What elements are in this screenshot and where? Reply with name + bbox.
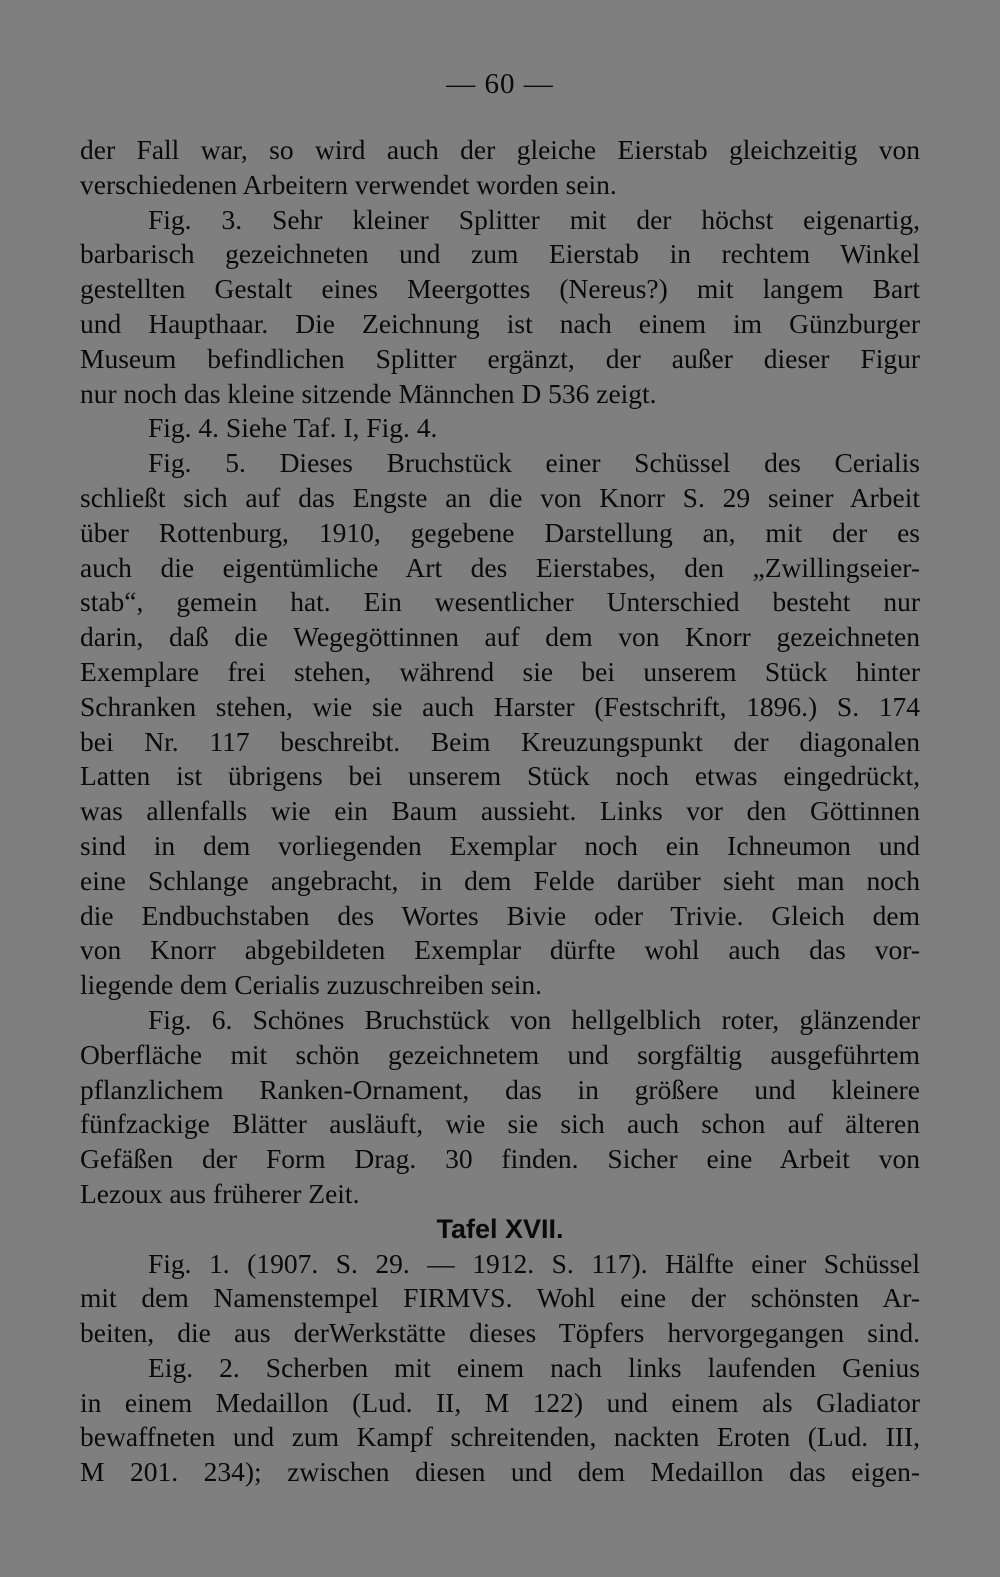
- text-line: stab“, gemein hat. Ein wesentlicher Unterschied besteht nur: [80, 586, 920, 618]
- text-line: bewaffneten und zum Kampf schreitenden, nackten Eroten (Lud. III,: [80, 1421, 920, 1453]
- text-line: schließt sich auf das Engste an die von Knorr S. 29 seiner Arbeit: [80, 481, 920, 513]
- text-line: mit dem Namenstempel FIRMVS. Wohl eine der schönsten Ar-: [80, 1282, 920, 1314]
- text-line: sind in dem vorliegenden Exemplar noch ein Ichneumon und: [80, 829, 920, 861]
- text-line: verschiedenen Arbeitern verwendet worden sein.: [80, 168, 617, 200]
- text-line: beiten, die aus derWerkstätte dieses Töpfers hervorgegangen sind.: [80, 1317, 920, 1349]
- text-line: von Knorr abgebildeten Exemplar dürfte wohl auch das vor-: [80, 934, 920, 966]
- page-number: — 60 —: [446, 68, 554, 100]
- text-line: Exemplare frei stehen, während sie bei unserem Stück hinter: [80, 655, 920, 687]
- text-line: Fig. 4. Siehe Taf. I, Fig. 4.: [148, 412, 438, 444]
- text-line: Gefäßen der Form Drag. 30 finden. Sicher eine Arbeit von: [80, 1143, 920, 1175]
- text-line: Fig. 1. (1907. S. 29. — 1912. S. 117). Hälfte einer Schüssel: [148, 1247, 920, 1279]
- text-line: der Fall war, so wird auch der gleiche Eierstab gleichzeitig von: [80, 134, 920, 165]
- text-line: und Haupthaar. Die Zeichnung ist nach einem im Günzburger: [80, 307, 920, 339]
- text-line: Oberfläche mit schön gezeichnetem und sorgfältig ausgeführtem: [80, 1038, 920, 1070]
- text-line: fünfzackige Blätter ausläuft, wie sie sich auch schon auf älteren: [80, 1108, 920, 1140]
- text-line: gestellten Gestalt eines Meergottes (Nereus?) mit langem Bart: [80, 273, 920, 305]
- text-line: Schranken stehen, wie sie auch Harster (Festschrift, 1896.) S. 174: [80, 690, 920, 722]
- text-line: über Rottenburg, 1910, gegebene Darstellung an, mit der es: [80, 516, 920, 548]
- text-line: in einem Medaillon (Lud. II, M 122) und einem als Gladiator: [80, 1386, 920, 1418]
- text-line: nur noch das kleine sitzende Männchen D 536 zeigt.: [80, 377, 657, 409]
- text-line: bei Nr. 117 beschreibt. Beim Kreuzungspunkt der diagonalen: [80, 725, 920, 757]
- text-line: was allenfalls wie ein Baum aussieht. Links vor den Göttinnen: [80, 795, 920, 827]
- text-line: Lezoux aus früherer Zeit.: [80, 1177, 360, 1209]
- text-line: eine Schlange angebracht, in dem Felde darüber sieht man noch: [80, 864, 920, 896]
- text-line: Eig. 2. Scherben mit einem nach links laufenden Genius: [148, 1351, 920, 1383]
- text-line: Museum befindlichen Splitter ergänzt, der außer dieser Figur: [80, 342, 920, 374]
- text-line: M 201. 234); zwischen diesen und dem Medaillon das eigen-: [80, 1456, 920, 1488]
- text-line: auch die eigentümliche Art des Eierstabes, den „Zwillingseier-: [80, 551, 920, 583]
- text-line: barbarisch gezeichneten und zum Eierstab in rechtem Winkel: [80, 238, 920, 270]
- text-line: Fig. 3. Sehr kleiner Splitter mit der höchst eigenartig,: [148, 203, 920, 235]
- text-line: Fig. 5. Dieses Bruchstück einer Schüssel des Cerialis: [148, 447, 920, 479]
- text-line: die Endbuchstaben des Wortes Bivie oder Trivie. Gleich dem: [80, 899, 920, 931]
- text-line: darin, daß die Wegegöttinnen auf dem von Knorr gezeichneten: [80, 621, 920, 653]
- text-line: pflanzlichem Ranken-Ornament, das in größere und kleinere: [80, 1073, 920, 1105]
- text-line: Fig. 6. Schönes Bruchstück von hellgelblich roter, glänzender: [148, 1003, 920, 1035]
- text-line: Latten ist übrigens bei unserem Stück noch etwas eingedrückt,: [80, 760, 920, 792]
- text-line: liegende dem Cerialis zuzuschreiben sein.: [80, 969, 542, 1001]
- section-heading: Tafel XVII.: [436, 1213, 564, 1244]
- body-text: [80, 133, 920, 1490]
